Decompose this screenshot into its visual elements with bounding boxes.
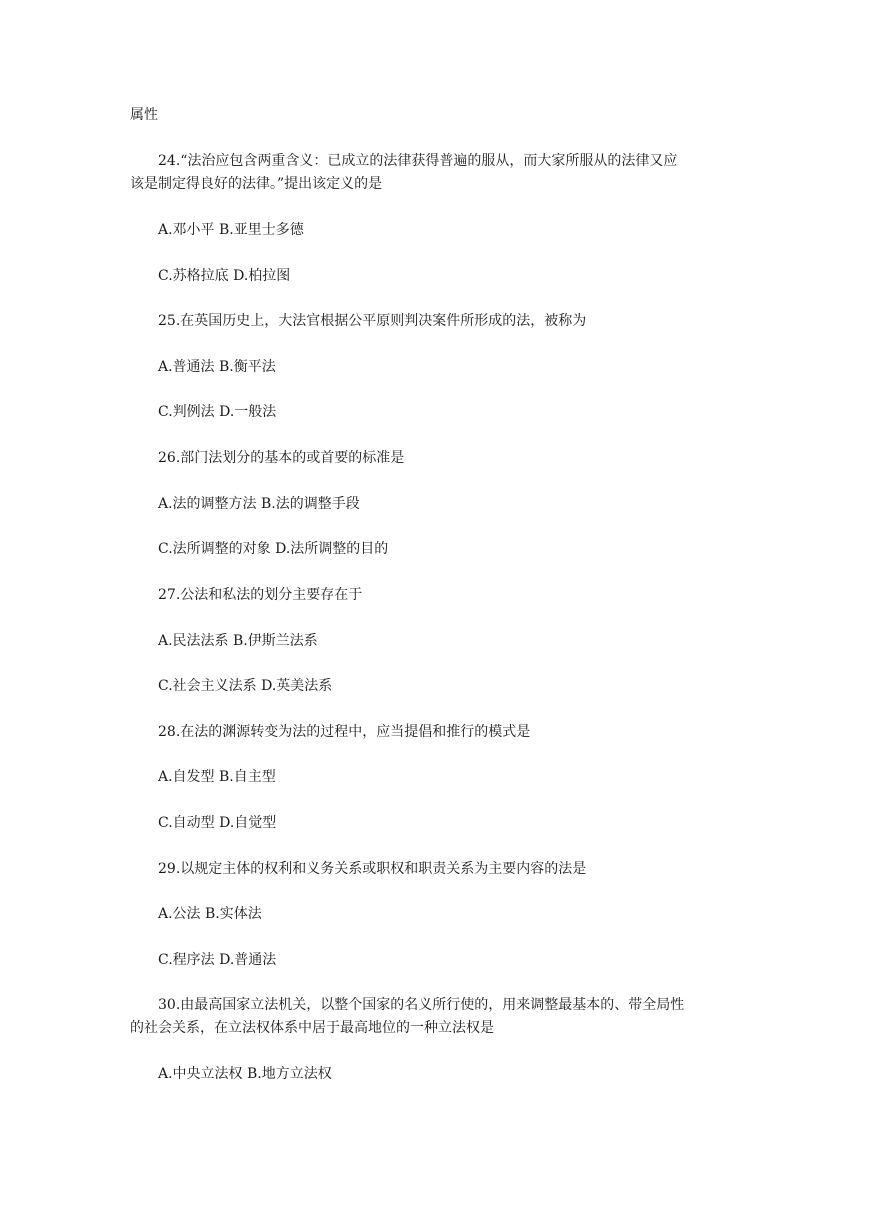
question-27-options-cd: C.社会主义法系 D.英美法系 [158, 678, 333, 694]
question-29-options-cd: C.程序法 D.普通法 [158, 952, 277, 968]
question-26-options-cd: C.法所调整的对象 D.法所调整的目的 [158, 541, 389, 557]
question-24-options-ab: A.邓小平 B.亚里士多德 [158, 222, 304, 238]
question-28-line-1: 28.在法的渊源转变为法的过程中，应当提倡和推行的模式是 [158, 724, 531, 740]
question-25-options-ab: A.普通法 B.衡平法 [158, 359, 276, 375]
question-26-options-ab: A.法的调整方法 B.法的调整手段 [158, 496, 360, 512]
question-30-line-2: 的社会关系，在立法权体系中居于最高地位的一种立法权是 [130, 1020, 494, 1036]
question-25-line-1: 25.在英国历史上，大法官根据公平原则判决案件所形成的法，被称为 [158, 313, 587, 329]
question-24-line-2: 该是制定得良好的法律。”提出该定义的是 [130, 176, 383, 192]
question-25-options-cd: C.判例法 D.一般法 [158, 404, 277, 420]
question-29-line-1: 29.以规定主体的权利和义务关系或职权和职责关系为主要内容的法是 [158, 861, 587, 877]
question-27-options-ab: A.民法法系 B.伊斯兰法系 [158, 633, 318, 649]
question-28-options-cd: C.自动型 D.自觉型 [158, 815, 277, 831]
question-30-options-ab: A.中央立法权 B.地方立法权 [158, 1066, 332, 1082]
question-26-line-1: 26.部门法划分的基本的或首要的标准是 [158, 450, 405, 466]
question-28-options-ab: A.自发型 B.自主型 [158, 769, 276, 785]
question-27-line-1: 27.公法和私法的划分主要存在于 [158, 587, 363, 603]
lead-text: 属性 [130, 107, 158, 123]
question-24-line-1: 24.“法治应包含两重含义：已成立的法律获得普遍的服从，而大家所服从的法律又应 [158, 153, 678, 169]
question-24-options-cd: C.苏格拉底 D.柏拉图 [158, 268, 291, 284]
question-30-line-1: 30.由最高国家立法机关，以整个国家的名义所行使的，用来调整最基本的、带全局性 [158, 997, 685, 1013]
question-29-options-ab: A.公法 B.实体法 [158, 906, 262, 922]
